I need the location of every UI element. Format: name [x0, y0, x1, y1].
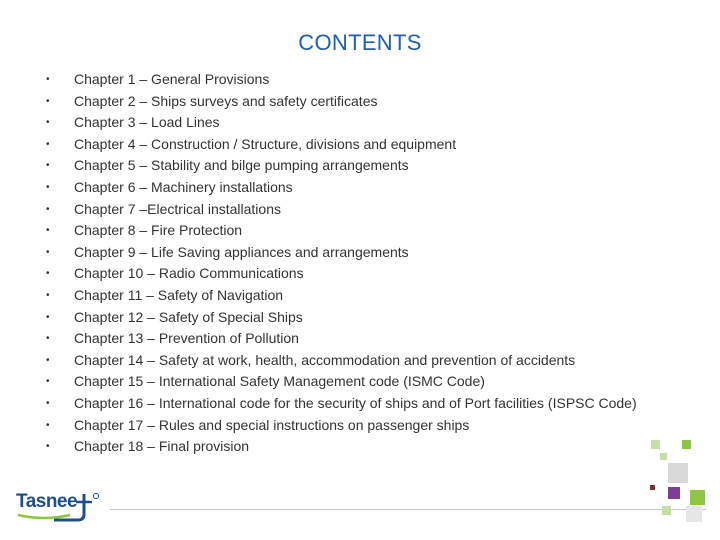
bullet: • [46, 246, 50, 258]
list-item [44, 242, 637, 264]
chapter-text: Chapter 18 – Final provision [74, 438, 250, 455]
list-item [44, 436, 637, 458]
list-item [44, 415, 637, 437]
chapter-text: Chapter 11 – Safety of Navigation [74, 286, 284, 303]
list-item [44, 263, 637, 285]
tasnee-logo [14, 488, 104, 524]
bullet: • [46, 225, 50, 237]
chapter-text: Chapter 9 – Life Saving appliances and arrangements [74, 243, 409, 260]
chapter-text: Chapter 5 – Stability and bilge pumping arrangements [74, 157, 409, 174]
bullet: • [46, 160, 50, 172]
list-item [44, 285, 637, 307]
decor-square [690, 490, 705, 505]
decor-square [682, 440, 691, 449]
chapter-text: Chapter 16 – International code for the security of ships and of Port facilities (ISPSC Code) [74, 394, 637, 411]
bullet: • [46, 203, 50, 215]
list-item [44, 350, 637, 372]
bullet: • [46, 95, 50, 107]
bullet: • [46, 138, 50, 150]
list-item [44, 177, 637, 199]
chapter-text: Chapter 3 – Load Lines [74, 114, 220, 131]
decor-square [662, 506, 671, 515]
list-item [44, 112, 637, 134]
chapter-text: Chapter 7 –Electrical installations [74, 200, 281, 217]
decor-square [668, 463, 688, 483]
chapter-text: Chapter 10 – Radio Communications [74, 265, 304, 282]
list-item [44, 155, 637, 177]
list-item [44, 371, 637, 393]
list-item [44, 307, 637, 329]
bullet: • [46, 333, 50, 345]
list-item [44, 393, 637, 415]
decor-square [668, 487, 680, 499]
footer-divider [110, 509, 706, 510]
chapter-text: Chapter 17 – Rules and special instructions on passenger ships [74, 416, 470, 433]
bullet: • [46, 268, 50, 280]
bullet: • [46, 311, 50, 323]
chapter-text: Chapter 12 – Safety of Special Ships [74, 308, 303, 325]
chapter-text: Chapter 8 – Fire Protection [74, 222, 243, 239]
chapter-text: Chapter 13 – Prevention of Pollution [74, 330, 299, 347]
logo-text: Tasnee [16, 491, 78, 512]
bullet: • [46, 117, 50, 129]
chapter-list [44, 69, 637, 458]
bullet: • [46, 397, 50, 409]
list-item [44, 69, 637, 91]
decor-square [650, 485, 655, 490]
bullet: • [46, 74, 50, 85]
bullet: • [46, 181, 50, 193]
decor-square [660, 453, 667, 460]
bullet: • [46, 354, 50, 366]
list-item [44, 134, 637, 156]
bullet: • [46, 376, 50, 388]
chapter-text: Chapter 6 – Machinery installations [74, 178, 293, 195]
logo-mark-icon [14, 488, 104, 524]
chapter-text: Chapter 1 – General Provisions [74, 71, 270, 87]
list-item [44, 199, 637, 221]
chapter-text: Chapter 4 – Construction / Structure, divisions and equipment [74, 135, 457, 152]
bullet: • [46, 419, 50, 431]
chapter-text: Chapter 2 – Ships surveys and safety certificates [74, 92, 378, 109]
list-item [44, 220, 637, 242]
decor-square [651, 440, 660, 449]
list-item [44, 91, 637, 113]
chapter-text: Chapter 15 – International Safety Management code (ISMC Code) [74, 373, 485, 390]
page-title: CONTENTS [298, 30, 422, 55]
bullet: • [46, 289, 50, 301]
chapter-text: Chapter 14 – Safety at work, health, accommodation and prevention of accidents [74, 351, 576, 368]
list-item [44, 328, 637, 350]
bullet: • [46, 441, 50, 453]
decor-square [686, 506, 702, 522]
